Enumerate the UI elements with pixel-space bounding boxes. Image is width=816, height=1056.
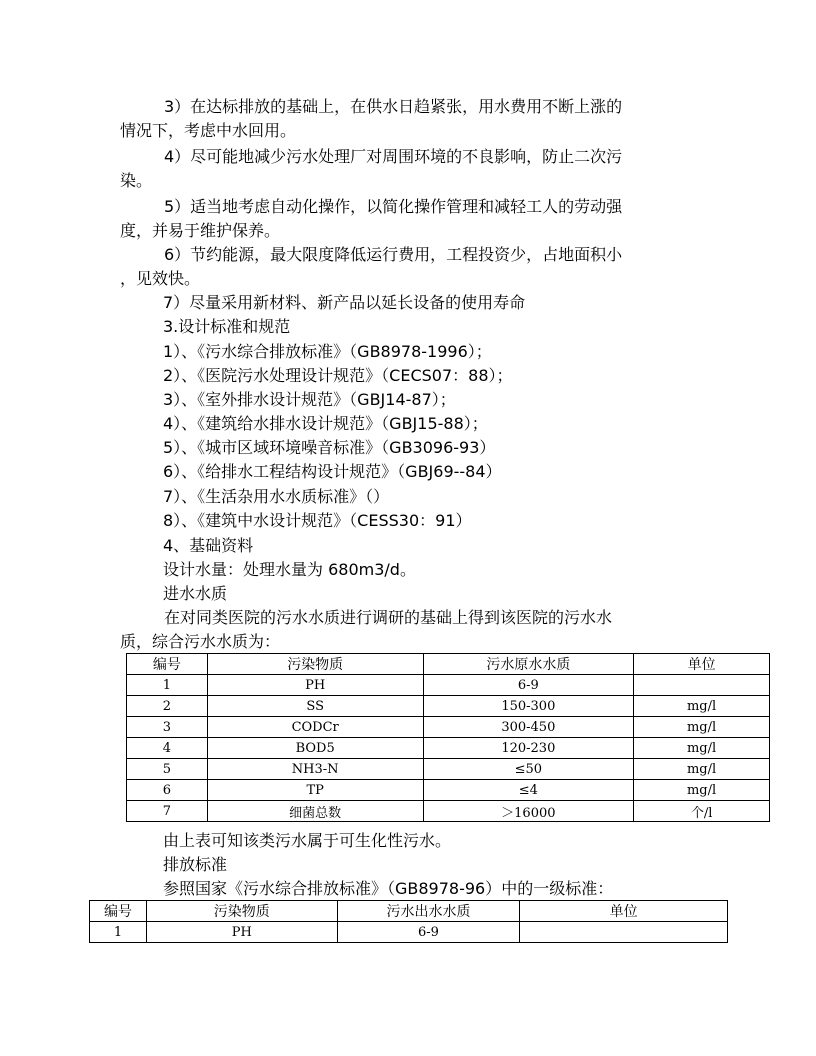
section-4-heading: 4、基础资料: [163, 536, 254, 555]
table-cell: mg/l: [634, 717, 770, 738]
table-cell: NH3-N: [207, 759, 423, 780]
paragraph-3-line-2: 情况下，考虑中水回用。: [120, 121, 297, 140]
paragraph-3-line-1: 3）在达标排放的基础上，在供水日趋紧张，用水费用不断上涨的: [164, 97, 623, 116]
column-header-no: 编号: [127, 654, 208, 675]
table-cell: 6-9: [423, 675, 634, 696]
discharge-intro-text: 参照国家《污水综合排放标准》（GB8978-96）中的一级标准：: [163, 879, 614, 898]
table-cell: [634, 675, 770, 696]
table-row: [127, 780, 770, 801]
standard-item: 7）、《生活杂用水水质标准》（）: [163, 487, 390, 506]
conclusion-text: 由上表可知该类污水属于可生化性污水。: [163, 831, 452, 850]
standard-item: 8）、《建筑中水设计规范》（CESS30：91）: [163, 511, 472, 530]
table-cell: CODCr: [207, 717, 423, 738]
table-row: [127, 696, 770, 717]
paragraph-5-line-1: 5）适当地考虑自动化操作，以简化操作管理和减轻工人的劳动强: [164, 197, 623, 216]
standard-item: 1）、《污水综合排放标准》（GB8978-1996）；: [163, 342, 492, 361]
table-cell: 2: [127, 696, 208, 717]
column-header-effluent-quality: 污水出水水质: [337, 901, 520, 922]
table-cell: 6: [127, 780, 208, 801]
table-cell: 3: [127, 717, 208, 738]
paragraph-6-line-1: 6）节约能源，最大限度降低运行费用，工程投资少，占地面积小: [164, 245, 623, 264]
discharge-standard-heading: 排放标准: [163, 855, 228, 874]
table-cell: 1: [127, 675, 208, 696]
paragraph-4-line-2: 染。: [120, 171, 153, 190]
standard-item: 5）、《城市区域环境噪音标准》（GB3096-93）: [163, 438, 496, 457]
table-cell: mg/l: [634, 738, 770, 759]
column-header-pollutant: 污染物质: [207, 654, 423, 675]
table-cell: mg/l: [634, 696, 770, 717]
table-cell: 150-300: [423, 696, 634, 717]
paragraph-7: 7）尽量采用新材料、新产品以延长设备的使用寿命: [163, 293, 526, 312]
column-header-no: 编号: [90, 901, 147, 922]
table-cell: 120-230: [423, 738, 634, 759]
table-cell: [520, 922, 728, 943]
inflow-intro-line-2: 质，综合污水水质为：: [120, 632, 281, 651]
section-3-heading: 3.设计标准和规范: [163, 317, 291, 336]
column-header-raw-quality: 污水原水水质: [423, 654, 634, 675]
table-cell: 300-450: [423, 717, 634, 738]
paragraph-6-line-2: ，见效快。: [120, 269, 201, 288]
table-cell: 5: [127, 759, 208, 780]
standard-item: 4）、《建筑给水排水设计规范》（GBJ15-88）；: [163, 414, 488, 433]
table-row: [127, 738, 770, 759]
column-header-pollutant: 污染物质: [146, 901, 337, 922]
table-cell: PH: [207, 675, 423, 696]
table-cell: ＞16000: [423, 801, 634, 822]
design-flow-text: 设计水量：处理水量为 680m3/d。: [163, 560, 416, 579]
standard-item: 6）、《给排水工程结构设计规范》（GBJ69--84）: [163, 462, 502, 481]
table-cell: BOD5: [207, 738, 423, 759]
table-row: [127, 801, 770, 822]
standard-item: 2）、《医院污水处理设计规范》（CECS07：88）；: [163, 366, 513, 385]
column-header-unit: 单位: [520, 901, 728, 922]
table-cell: 1: [90, 922, 147, 943]
paragraph-5-line-2: 度，并易于维护保养。: [120, 221, 281, 240]
table-cell: SS: [207, 696, 423, 717]
table-cell: 4: [127, 738, 208, 759]
table-cell: mg/l: [634, 759, 770, 780]
table-cell: mg/l: [634, 780, 770, 801]
table-cell: 细菌总数: [207, 801, 423, 822]
paragraph-4-line-1: 4）尽可能地减少污水处理厂对周围环境的不良影响，防止二次污: [164, 147, 623, 166]
table-cell: 6-9: [337, 922, 520, 943]
inflow-intro-line-1: 在对同类医院的污水水质进行调研的基础上得到该医院的污水水: [164, 608, 613, 627]
table-cell: ≤50: [423, 759, 634, 780]
inflow-quality-table: [126, 653, 770, 822]
table-cell: 个/l: [634, 801, 770, 822]
table-cell: PH: [146, 922, 337, 943]
table-row: [127, 759, 770, 780]
table-row: [127, 675, 770, 696]
table-cell: ≤4: [423, 780, 634, 801]
table-row: [90, 922, 728, 943]
table-cell: TP: [207, 780, 423, 801]
table-header-row: [90, 901, 728, 922]
table-cell: 7: [127, 801, 208, 822]
table-header-row: [127, 654, 770, 675]
outflow-quality-table: [89, 900, 728, 943]
table-row: [127, 717, 770, 738]
standard-item: 3）、《室外排水设计规范》（GBJ14-87）；: [163, 390, 456, 409]
inflow-quality-heading: 进水水质: [163, 584, 228, 603]
column-header-unit: 单位: [634, 654, 770, 675]
